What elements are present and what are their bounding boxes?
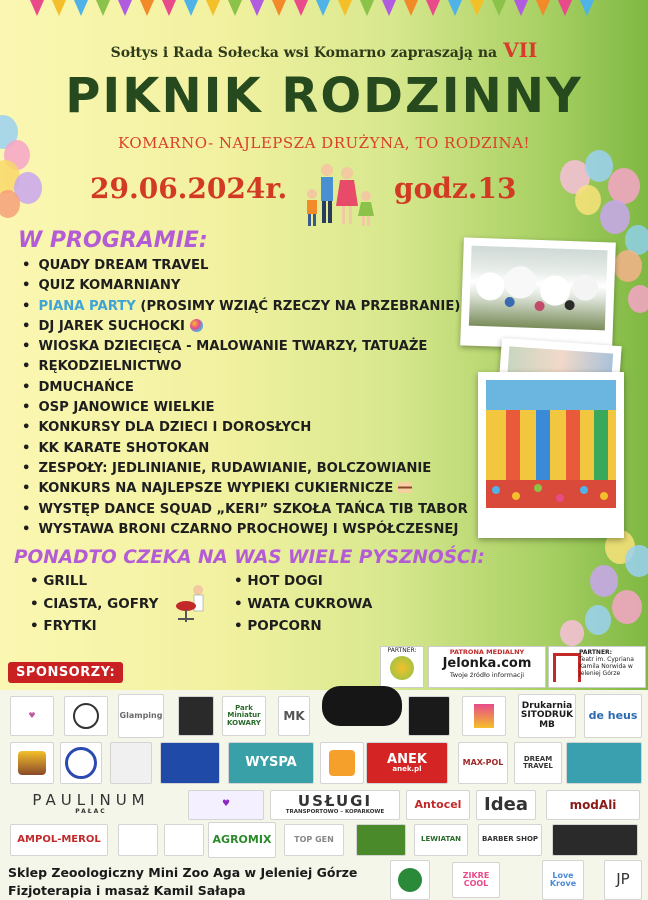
- sponsor-logo: [566, 742, 642, 784]
- sponsor-logo: ♥: [10, 696, 54, 736]
- food-item: • GRILL: [30, 573, 87, 589]
- anek-name: ANEK: [387, 751, 427, 767]
- sponsor-logo-uslugi: [270, 790, 400, 820]
- sponsor-logo: [390, 860, 430, 900]
- partner-label: PARTNER:: [579, 649, 613, 656]
- sponsor-logo: [60, 742, 102, 784]
- media-name: Jelonka.com: [442, 656, 532, 671]
- cake-icon: [398, 482, 412, 493]
- sponsor-logo: [118, 824, 158, 856]
- disco-ball-icon: [190, 319, 203, 332]
- sponsor-logo: ♥: [188, 790, 264, 820]
- food-item: • POPCORN: [234, 618, 322, 634]
- sponsor-logo: [160, 742, 220, 784]
- sponsor-logo-glamping: Glamping: [118, 694, 164, 738]
- sponsor-logo-modali: modAli: [546, 790, 640, 820]
- sponsor-logo-de-heus: de heus: [584, 694, 642, 738]
- list-item: • DJ JAREK SUCHOCKI: [22, 317, 468, 337]
- uslugi-name: USŁUGI: [297, 792, 373, 811]
- list-item: • QUADY DREAM TRAVEL: [22, 256, 468, 276]
- sponsor-logo-anek: [366, 742, 448, 784]
- sponsor-logo-max-pol: MAX-POL: [458, 742, 508, 784]
- list-item: • KK KARATE SHOTOKAN: [22, 439, 468, 459]
- list-item: • ZESPOŁY: JEDLINIANIE, RUDAWIANIE, BOLCZOWIANIE: [22, 459, 468, 479]
- paulinum-sub: PAŁAC: [75, 807, 107, 815]
- sponsor-logo: [164, 824, 204, 856]
- anek-url: anek.pl: [392, 765, 422, 774]
- family-illustration: [300, 160, 380, 230]
- piana-note: (PROSIMY WZIĄĆ RZECZY NA PRZEBRANIE): [140, 298, 461, 314]
- list-item: • QUIZ KOMARNIANY: [22, 276, 468, 296]
- media-tagline: Twoje źródło informacji: [449, 671, 525, 679]
- theatre-partner: [548, 646, 646, 688]
- media-patron: [428, 646, 546, 688]
- paulinum-name: PAULINUM: [32, 790, 150, 809]
- list-item: • KONKURS NA NAJLEPSZE WYPIEKI CUKIERNICZE: [22, 479, 468, 499]
- sponsor-logo-antocel: Antocel: [406, 790, 470, 820]
- list-item: • WYSTAWA BRONI CZARNO PROCHOWEJ I WSPÓŁCZESNEJ: [22, 520, 468, 540]
- sponsor-logo: [356, 824, 406, 856]
- sponsor-logo-drukarnia: Drukarnia SITODRUK MB: [518, 694, 576, 738]
- theatre-name: Teatr im. Cypriana Kamila Norwida w Jeleniej Górze: [579, 656, 634, 677]
- sponsor-logo-mk: MK: [278, 696, 310, 736]
- sponsor-logo-idea: Idea: [476, 790, 536, 820]
- footer-sponsor-line-1: Sklep Zeoologiczny Mini Zoo Aga w Jeleniej Górze: [8, 865, 358, 880]
- list-item: • DMUCHAŃCE: [22, 378, 468, 398]
- food-item: • WATA CUKROWA: [234, 596, 372, 612]
- list-item: • OSP JANOWICE WIELKIE: [22, 398, 468, 418]
- sponsor-logo-dark: [322, 686, 402, 726]
- sponsor-logo: [462, 696, 506, 736]
- sponsor-logo: [64, 696, 108, 736]
- sponsor-logo: [178, 696, 214, 736]
- grill-chef-icon: [172, 582, 216, 626]
- edition-number: VII: [503, 38, 538, 62]
- sponsor-logo-zikre: ZIKRE COOL: [452, 862, 500, 898]
- program-heading: W PROGRAMIE:: [18, 228, 208, 253]
- sponsor-logo: [320, 742, 364, 784]
- list-item: • PIANA PARTY (PROSIMY WZIĄĆ RZECZY NA PRZEBRANIE): [22, 297, 468, 317]
- bunting-decoration: [0, 0, 648, 22]
- list-item: • WIOSKA DZIECIĘCA - MALOWANIE TWARZY, TATUAŻE: [22, 337, 468, 357]
- food-item: • FRYTKI: [30, 618, 97, 634]
- sponsor-logo-lewiatan: LEWIATAN: [414, 824, 468, 856]
- sponsor-logo: [552, 824, 638, 856]
- sponsor-logo-ampol-merol: AMPOL-MEROL: [10, 824, 108, 856]
- foam-party-photo: [460, 237, 616, 350]
- sponsor-logo-jp: JP: [604, 860, 642, 900]
- sponsor-logo-paulinum: [8, 790, 174, 818]
- theatre-logo-icon: [553, 653, 581, 682]
- invite-text: Sołtys i Rada Sołecka wsi Komarno zapraszają na: [110, 45, 498, 61]
- sponsor-logo-agromix: AGROMIX: [208, 822, 276, 858]
- list-item: • RĘKODZIELNICTWO: [22, 357, 468, 377]
- partner-emblem-icon: [390, 656, 414, 680]
- sponsor-logo-dream-travel: DREAM TRAVEL: [514, 742, 562, 784]
- event-time: godz.13: [394, 172, 517, 205]
- footer-sponsor-line-2: Fizjoterapia i masaż Kamil Sałapa: [8, 883, 246, 898]
- partner-label: PARTNER:: [387, 647, 417, 654]
- food-item: • HOT DOGI: [234, 573, 323, 589]
- sponsor-logo-barber-shop: BARBER SHOP: [478, 824, 542, 856]
- sponsor-logo-wyspa: WYSPA: [228, 742, 314, 784]
- food-item: • CIASTA, GOFRY: [30, 596, 158, 612]
- list-item: • KONKURSY DLA DZIECI I DOROSŁYCH: [22, 418, 468, 438]
- uslugi-sub: TRANSPORTOWO – KOPARKOWE: [285, 808, 385, 815]
- event-title: PIKNIK RODZINNY: [65, 68, 583, 124]
- event-date: 29.06.2024r.: [90, 172, 288, 205]
- sponsor-logo-love-krove: Love Krove: [542, 860, 584, 900]
- sponsor-logo: [408, 696, 450, 736]
- event-subtitle: KOMARNO- NAJLEPSZA DRUŻYNA, TO RODZINA!: [118, 134, 530, 152]
- program-list: [22, 256, 468, 540]
- bouncy-castle-photo: [478, 372, 624, 538]
- sponsor-logo-park-miniatur: Park Miniatur KOWARY: [222, 696, 266, 736]
- sponsor-logo: [110, 742, 152, 784]
- sponsors-label: SPONSORZY:: [8, 662, 123, 683]
- media-label: PATRONA MEDIALNY: [449, 648, 525, 656]
- sponsor-logo: [10, 742, 54, 784]
- partner-logo-1: [380, 646, 424, 688]
- food-heading: PONADTO CZEKA NA WAS WIELE PYSZNOŚCI:: [14, 547, 485, 568]
- invite-line: [0, 38, 648, 62]
- sponsor-logo-top-gen: TOP GEN: [284, 824, 344, 856]
- list-item: • WYSTĘP DANCE SQUAD „KERI” SZKOŁA TAŃCA TIB TABOR: [22, 500, 468, 520]
